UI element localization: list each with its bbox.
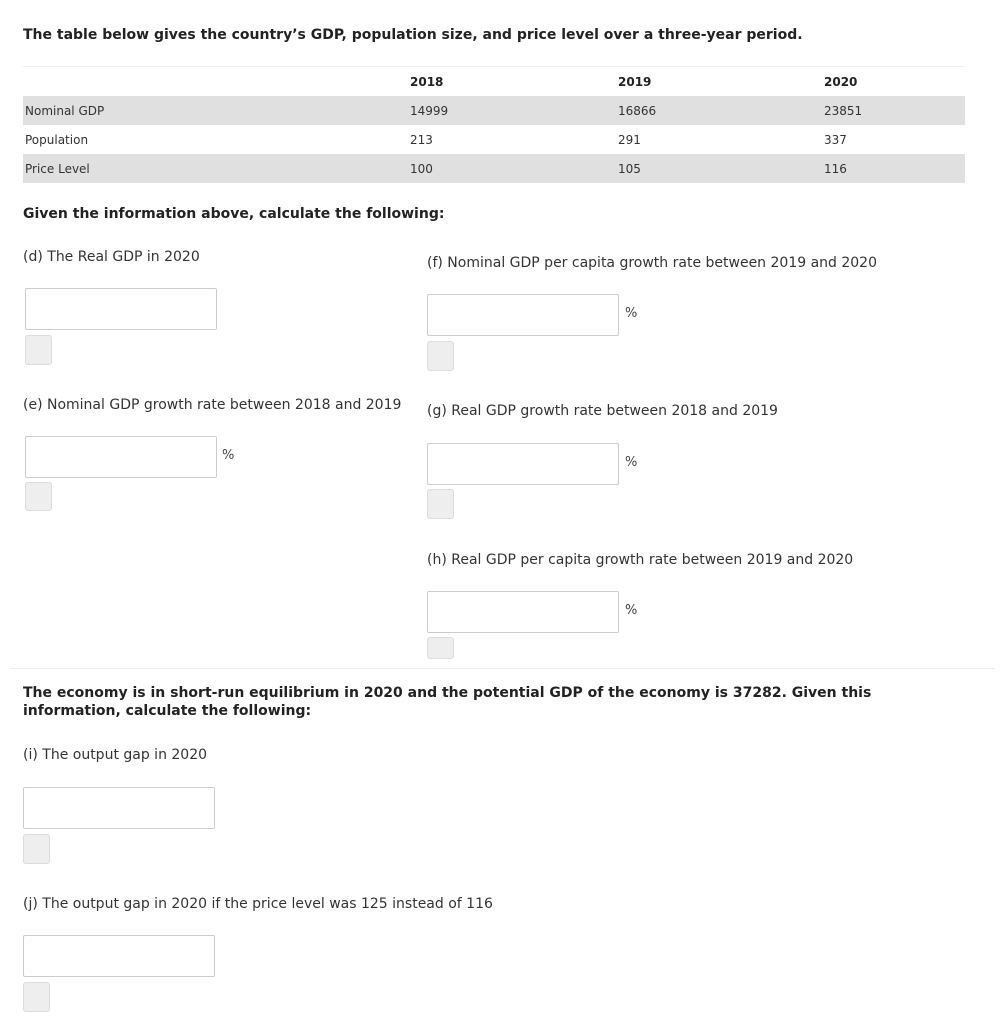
- answer-d-input[interactable]: [25, 288, 217, 330]
- intro-heading: The table below gives the country’s GDP, population size, and price level over a three-year period.: [23, 27, 803, 43]
- check-g-button[interactable]: [427, 489, 454, 519]
- check-e-button[interactable]: [25, 482, 52, 511]
- table-cell: 105: [616, 154, 822, 183]
- table-cell: 291: [618, 132, 641, 147]
- answer-i-input[interactable]: [23, 787, 215, 829]
- table-cell: 116: [822, 154, 965, 183]
- table-row-population: [23, 125, 965, 154]
- row-label: Population: [25, 132, 89, 147]
- question-e-label: (e) Nominal GDP growth rate between 2018 and 2019: [23, 397, 402, 413]
- question-g-label: (g) Real GDP growth rate between 2018 and 2019: [427, 403, 778, 419]
- table-header-year: 2019: [616, 67, 822, 97]
- answer-e-input[interactable]: [25, 436, 217, 478]
- question-i-label: (i) The output gap in 2020: [23, 747, 208, 763]
- check-j-button[interactable]: [23, 982, 50, 1012]
- question-f-label: (f) Nominal GDP per capita growth rate between 2019 and 2020: [427, 255, 877, 271]
- answer-f-input[interactable]: [427, 294, 619, 336]
- answer-j-input[interactable]: [23, 935, 215, 977]
- table-header-row: [23, 67, 965, 97]
- section-divider: [10, 668, 995, 669]
- percent-unit-g: %: [625, 455, 638, 470]
- table-cell: 100: [408, 154, 616, 183]
- percent-unit-e: %: [222, 448, 235, 463]
- row-label: Nominal GDP: [23, 96, 408, 125]
- table-header-year: 2020: [822, 67, 965, 97]
- check-i-button[interactable]: [23, 834, 50, 864]
- answer-h-input[interactable]: [427, 591, 619, 633]
- table-cell: 23851: [822, 96, 965, 125]
- section1-heading: Given the information above, calculate the following:: [23, 206, 445, 222]
- gdp-table: [23, 66, 965, 183]
- answer-g-input[interactable]: [427, 443, 619, 485]
- question-j-label: (j) The output gap in 2020 if the price level was 125 instead of 116: [23, 896, 493, 912]
- check-f-button[interactable]: [427, 341, 454, 371]
- table-cell: 213: [410, 132, 433, 147]
- percent-unit-f: %: [625, 306, 638, 321]
- question-d-label: (d) The Real GDP in 2020: [23, 249, 200, 265]
- table-cell: 337: [824, 132, 847, 147]
- table-cell: 14999: [408, 96, 616, 125]
- question-h-label: (h) Real GDP per capita growth rate between 2019 and 2020: [427, 552, 854, 568]
- check-d-button[interactable]: [25, 335, 52, 365]
- table-row-nominal-gdp: [23, 96, 965, 125]
- check-h-button[interactable]: [427, 637, 454, 659]
- percent-unit-h: %: [625, 603, 638, 618]
- section2-heading: The economy is in short-run equilibrium in 2020 and the potential GDP of the economy is 37282. Given this information, calculate the following:: [23, 685, 872, 719]
- table-header-empty: [23, 67, 408, 97]
- row-label: Price Level: [23, 154, 408, 183]
- table-cell: 16866: [616, 96, 822, 125]
- table-header-year: 2018: [408, 67, 616, 97]
- table-row-price-level: [23, 154, 965, 183]
